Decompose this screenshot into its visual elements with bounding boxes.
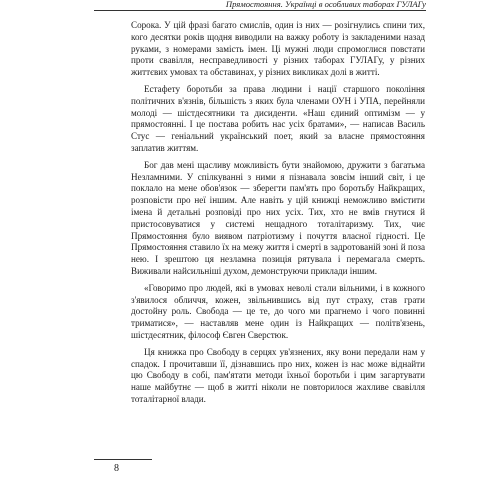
paragraph-5: Ця книжка про Свободу в серцях ув'язнених, яку вони передали нам у спадок. І прочитавши її, дізнавшись про них, кожен із нас може віднайти цю Свободу в собі, пам'ятати методи їхньої боротьби і цим загартувати наше майбутнє — щоб в житті ніколи не повторилося жахливе свавілля тоталітарної влади. bbox=[131, 346, 425, 404]
footer-rule bbox=[94, 459, 152, 460]
paragraph-4: «Говоримо про людей, які в умовах неволі стали вільними, і в кожного з'явилося обличчя, кожен, звільнившись від пут страху, став грати достойну роль. Свобода — це те, до чого ми прагнемо і чого повинні триматися», — наставляв мене один із Найкращих — політв'язень, шістдесятник, філософ Євген Сверстюк. bbox=[131, 282, 425, 340]
paragraph-3: Бог дав мені щасливу можливість бути знайомою, дружити з багатьма Незламними. У спілкуванні з ними я пізнавала зовсім інший світ, і це поклало на мене обов'язок — зберегти пам'ять про боротьбу Найкращих, розповісти про неї іншим. Але навіть у цій книжці неможливо вмістити імена й детальні розповіді про них усіх. Тих, хто не вмів гнутися й пристосовуватися у системі нещадного тоталітаризму. Тих, чиє Прямостояння було виявом патріотизму і почуття власної гідності. Це Прямостояння ставило їх на межу життя і смерті в задротованій зоні й поза нею. І зрештою ця незламна позиція рятувала і перемагала смерть. Виживали найсильніші духом, демонструючи приклади іншим. bbox=[131, 159, 425, 276]
page-number: 8 bbox=[114, 463, 119, 474]
running-header: Прямостояння. Українці в особливих таборах ГУЛАГу bbox=[225, 0, 426, 9]
header-rule bbox=[94, 10, 426, 11]
body-text bbox=[131, 20, 425, 411]
paragraph-2: Естафету боротьби за права людини і нації старшого покоління політичних в'язнів, більшість з яких була членами ОУН і УПА, перейняли молоді — шістдесятники та дисиденти. «Наш єдиний оптимізм — у прямостоянні. І це постава робить нас усіх братами», — написав Василь Стус — геніальний український поет, який за власне прямостояння заплатив життям. bbox=[131, 83, 425, 153]
paragraph-1: Сорока. У цій фразі багато смислів, один із них — розігнулись спини тих, кого десятки років щодня виводили на важку роботу із закладеними назад руками, з номерами замість імен. Ці мужні люди спромоглися повстати проти свавілля, несправедливості у різних таборах ГУЛАГу, у різних життєвих умовах та обставинах, у різних викликах долі в житті. bbox=[131, 20, 425, 78]
